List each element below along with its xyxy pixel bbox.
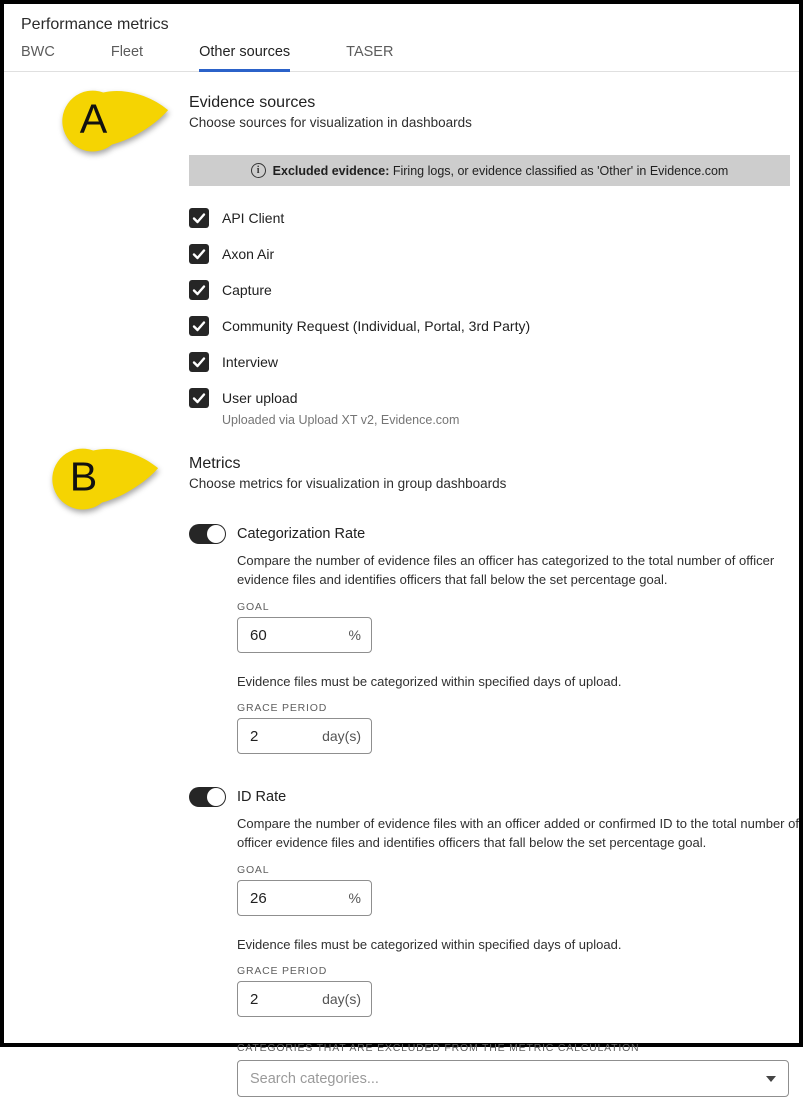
source-row-community-request <box>189 316 790 336</box>
source-row-interview <box>189 352 790 372</box>
goal-field <box>237 880 372 916</box>
callout-a-marker <box>64 89 172 149</box>
grace-period-field <box>237 981 372 1017</box>
api-client-checkbox[interactable] <box>189 208 209 228</box>
check-icon <box>192 391 206 405</box>
tab-bwc[interactable]: BWC <box>21 44 55 60</box>
grace-note: Evidence files must be categorized within specified days of upload. <box>237 937 622 952</box>
community-request-checkbox[interactable] <box>189 316 209 336</box>
callout-b-letter: B <box>69 453 98 500</box>
source-label: Capture <box>222 282 272 298</box>
tab-bar <box>4 36 799 72</box>
check-icon <box>192 247 206 261</box>
tab-taser[interactable]: TASER <box>346 44 394 60</box>
interview-checkbox[interactable] <box>189 352 209 372</box>
callout-a-letter: A <box>79 95 108 142</box>
source-label: Interview <box>222 354 279 370</box>
goal-input[interactable] <box>237 880 372 916</box>
capture-checkbox[interactable] <box>189 280 209 300</box>
user-upload-sublabel: Uploaded via Upload XT v2, Evidence.com <box>222 413 460 427</box>
metric-categorization-rate <box>189 524 790 754</box>
metric-name: ID Rate <box>237 789 287 805</box>
callout-b-marker <box>54 447 162 507</box>
goal-label: GOAL <box>237 864 270 876</box>
evidence-sources-section <box>189 94 790 427</box>
toggle-knob <box>207 788 225 806</box>
banner-text: Excluded evidence: Firing logs, or evidence classified as 'Other' in Evidence.com <box>272 163 729 178</box>
metrics-title: Metrics <box>189 455 241 472</box>
source-row-axon-air <box>189 244 790 264</box>
source-label: User upload <box>222 390 298 406</box>
goal-input[interactable] <box>237 617 372 653</box>
grace-period-input[interactable] <box>237 718 372 754</box>
grace-period-unit: day(s) <box>322 991 361 1007</box>
tab-fleet[interactable]: Fleet <box>110 44 144 60</box>
metrics-section <box>189 455 799 1097</box>
metric-id-rate <box>189 787 799 1097</box>
axon-air-checkbox[interactable] <box>189 244 209 264</box>
grace-note: Evidence files must be categorized within specified days of upload. <box>237 674 622 689</box>
grace-period-label: GRACE PERIOD <box>237 965 328 977</box>
grace-period-unit: day(s) <box>322 728 361 744</box>
metrics-subtitle: Choose metrics for visualization in group dashboards <box>189 476 507 491</box>
source-row-api-client <box>189 208 790 228</box>
evidence-sources-title: Evidence sources <box>189 94 316 111</box>
grace-period-input[interactable] <box>237 981 372 1017</box>
grace-period-label: GRACE PERIOD <box>237 702 328 714</box>
goal-unit: % <box>348 627 361 643</box>
goal-label: GOAL <box>237 601 270 613</box>
evidence-sources-subtitle: Choose sources for visualization in dashboards <box>189 115 472 130</box>
check-icon <box>192 211 206 225</box>
categorization-rate-toggle[interactable] <box>189 524 226 544</box>
tab-other-sources[interactable]: Other sources <box>199 36 290 72</box>
page-header <box>4 4 799 34</box>
metric-description: Compare the number of evidence files with an officer added or confirmed ID to the total number of officer evidence files and identifies officers that fall below the set percentage goal. <box>237 816 799 850</box>
excluded-categories-dropdown[interactable] <box>237 1060 789 1097</box>
source-label: Community Request (Individual, Portal, 3rd Party) <box>222 318 531 334</box>
source-row-capture <box>189 280 790 300</box>
search-categories-input[interactable] <box>237 1060 789 1097</box>
page-title: Performance metrics <box>21 16 169 33</box>
metric-description: Compare the number of evidence files an officer has categorized to the total number of officer evidence files and identifies officers that fall below the set percentage goal. <box>237 553 775 587</box>
check-icon <box>192 319 206 333</box>
goal-unit: % <box>348 890 361 906</box>
check-icon <box>192 283 206 297</box>
toggle-knob <box>207 525 225 543</box>
goal-field <box>237 617 372 653</box>
user-upload-checkbox[interactable] <box>189 388 209 408</box>
excluded-categories-label: CATEGORIES THAT ARE EXCLUDED FROM THE METRIC CALCULATION <box>237 1042 640 1054</box>
info-icon: i <box>251 163 266 178</box>
source-label: API Client <box>222 210 285 226</box>
source-label: Axon Air <box>222 246 275 262</box>
source-row-user-upload <box>189 388 790 408</box>
grace-period-field <box>237 718 372 754</box>
id-rate-toggle[interactable] <box>189 787 226 807</box>
excluded-evidence-banner <box>189 155 790 186</box>
check-icon <box>192 355 206 369</box>
metric-name: Categorization Rate <box>237 526 366 542</box>
